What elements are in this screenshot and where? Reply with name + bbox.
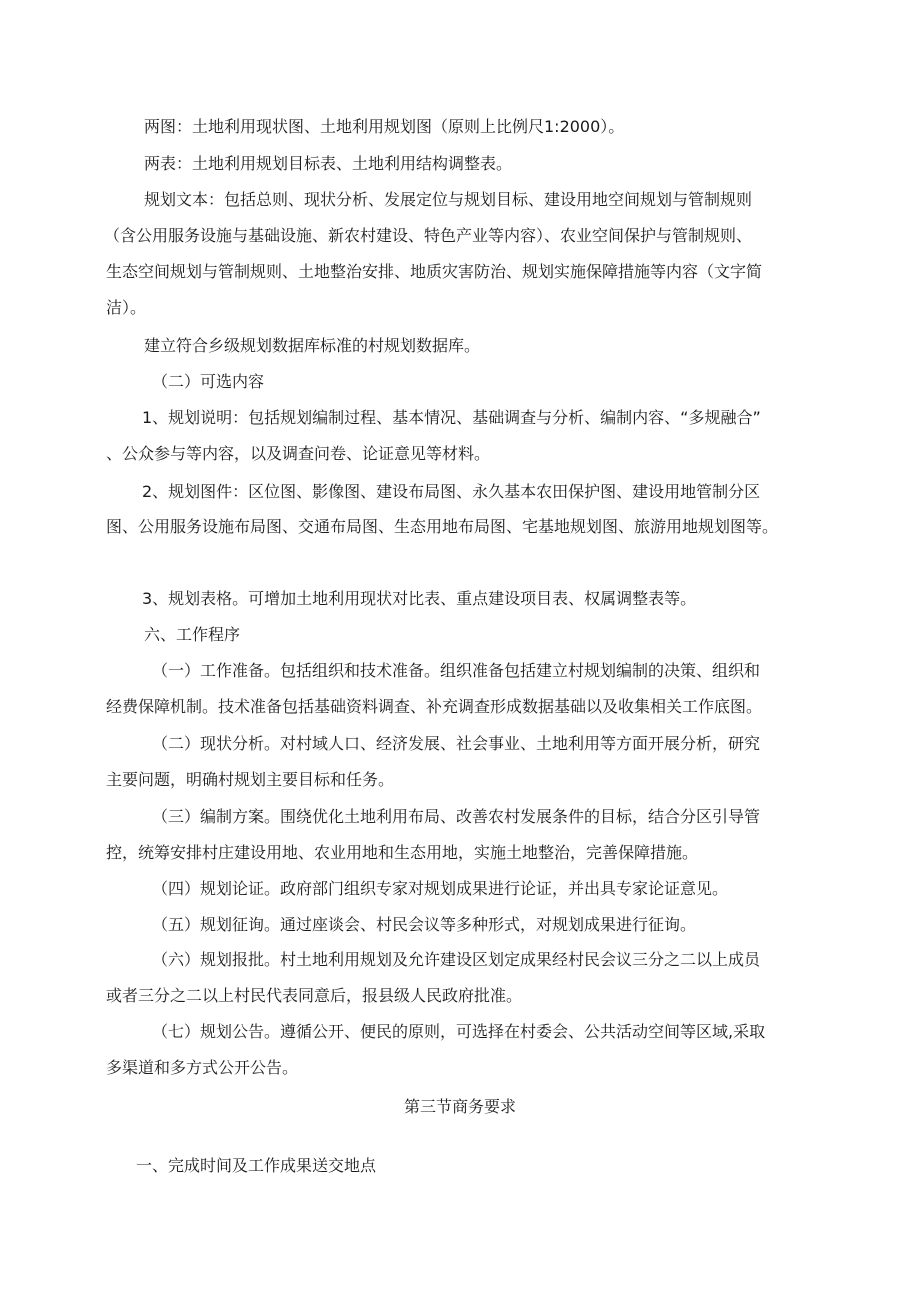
text-line: 3、规划表格。可增加土地利用现状对比表、重点建设项目表、权属调整表等。	[142, 589, 697, 608]
text-line: （六）规划报批。村土地利用规划及允许建设区划定成果经村民会议三分之二以上成员	[152, 950, 761, 969]
text-line: 经费保障机制。技术准备包括基础资料调查、补充调查形成数据基础以及收集相关工作底图。	[106, 697, 763, 716]
text-line: 两表：土地利用规划目标表、土地利用结构调整表。	[144, 154, 513, 173]
text-line: 洁）。	[106, 298, 147, 317]
text-line: （二）现状分析。对村域人口、经济发展、社会事业、土地利用等方面开展分析，研究	[152, 734, 761, 753]
text-line: 规划文本：包括总则、现状分析、发展定位与规划目标、建设用地空间规划与管制规则	[144, 190, 753, 209]
text-line: 两图：土地利用现状图、土地利用规划图（原则上比例尺1:2000）。	[144, 117, 625, 136]
text-line: 多渠道和多方式公开公告。	[106, 1058, 299, 1077]
text-line: （三）编制方案。围绕优化土地利用布局、改善农村发展条件的目标，结合分区引导管	[152, 807, 761, 826]
section-heading: 一、完成时间及工作成果送交地点	[136, 1156, 377, 1175]
text-line: （含公用服务设施与基础设施、新农村建设、特色产业等内容）、农业空间保护与管制规则、	[104, 226, 753, 245]
text-line: （四）规划论证。政府部门组织专家对规划成果进行论证，并出具专家论证意见。	[152, 879, 729, 898]
text-line: 生态空间规划与管制规则、土地整治安排、地质灾害防治、规划实施保障措施等内容（文字简	[106, 262, 763, 281]
text-line: 建立符合乡级规划数据库标准的村规划数据库。	[144, 336, 481, 355]
section-heading: （二）可选内容	[152, 372, 265, 391]
text-line: 1、规划说明：包括规划编制过程、基本情况、基础调查与分析、编制内容、“多规融合”	[142, 408, 761, 427]
section-heading: 六、工作程序	[144, 625, 241, 644]
text-line: （五）规划征询。通过座谈会、村民会议等多种形式，对规划成果进行征询。	[152, 915, 697, 934]
text-line: 图、公用服务设施布局图、交通布局图、生态用地布局图、宅基地规划图、旅游用地规划图等。	[106, 517, 779, 536]
text-line: 、公众参与等内容，以及调查问卷、论证意见等材料。	[106, 444, 491, 463]
text-line: （七）规划公告。遵循公开、便民的原则，可选择在村委会、公共活动空间等区域,采取	[152, 1022, 766, 1041]
section-title: 第三节商务要求	[403, 1097, 516, 1116]
text-line: 主要问题，明确村规划主要目标和任务。	[106, 770, 395, 789]
text-line: （一）工作准备。包括组织和技术准备。组织准备包括建立村规划编制的决策、组织和	[152, 661, 761, 680]
text-line: 或者三分之二以上村民代表同意后，报县级人民政府批准。	[106, 986, 523, 1005]
text-line: 2、规划图件：区位图、影像图、建设布局图、永久基本农田保护图、建设用地管制分区	[142, 482, 761, 501]
text-line: 控，统筹安排村庄建设用地、农业用地和生态用地，实施土地整治，完善保障措施。	[106, 843, 699, 862]
